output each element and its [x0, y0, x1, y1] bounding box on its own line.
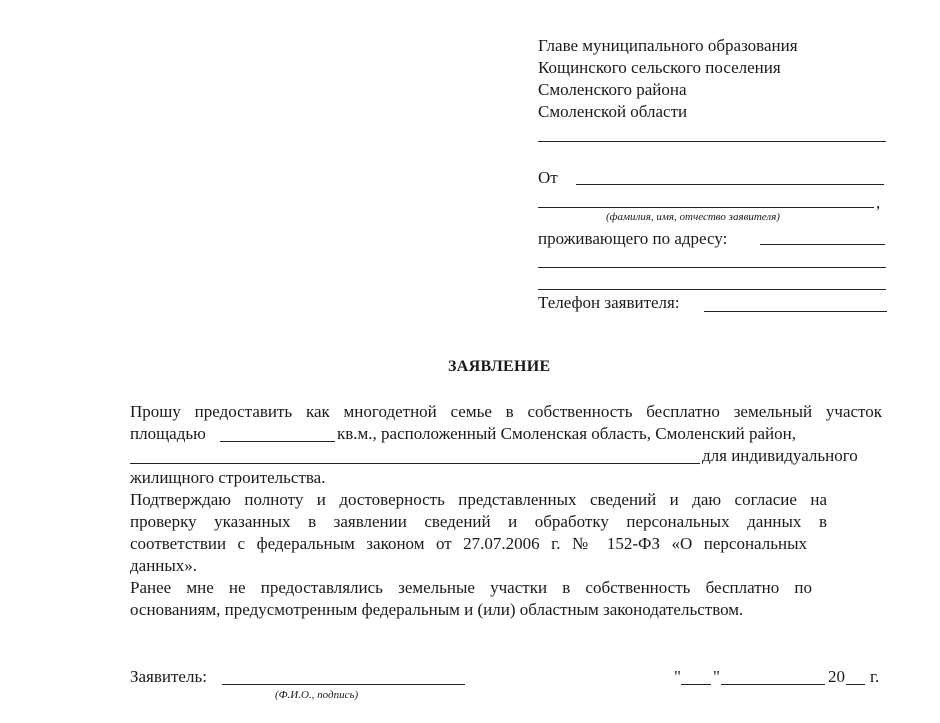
area-field[interactable] [220, 441, 335, 442]
date-year-prefix: 20 [828, 667, 845, 686]
phone-label: Телефон заявителя: [538, 293, 680, 312]
from-label: От [538, 168, 558, 187]
recipient-blank-line[interactable] [538, 141, 886, 142]
recipient-line-3: Смоленского района [538, 80, 687, 99]
document-title: ЗАЯВЛЕНИЕ [448, 358, 551, 375]
date-year-suffix: г. [870, 667, 880, 686]
address-field-1[interactable] [760, 244, 885, 245]
body-p1-line-3: для индивидуального [702, 446, 858, 465]
body-p1-line-2a: площадью [130, 424, 206, 443]
applicant-signature-field[interactable] [222, 684, 465, 685]
body-p2-line-2: проверку указанных в заявлении сведений и обработку персональных данных в [130, 512, 827, 531]
address-field-3[interactable] [538, 289, 886, 290]
date-quote-close: " [713, 667, 720, 686]
signature-hint: (Ф.И.О., подпись) [275, 689, 359, 701]
body-p1-line-2b: кв.м., расположенный Смоленская область, Смоленский район, [337, 424, 796, 443]
from-name-field[interactable] [576, 184, 884, 185]
date-year-field[interactable] [846, 684, 865, 685]
address-label: проживающего по адресу: [538, 229, 728, 248]
from-name-field-2[interactable] [538, 207, 874, 208]
location-field[interactable] [130, 463, 700, 464]
from-comma: , [876, 193, 881, 212]
date-quote-open: " [674, 667, 681, 686]
from-hint: (фамилия, имя, отчество заявителя) [606, 211, 780, 223]
date-month-field[interactable] [721, 684, 825, 685]
address-field-2[interactable] [538, 267, 886, 268]
body-p1-line-4: жилищного строительства. [130, 468, 326, 487]
recipient-line-4: Смоленской области [538, 102, 688, 121]
date-day-field[interactable] [681, 684, 711, 685]
body-p1-line-1: Прошу предоставить как многодетной семье в собственность бесплатно земельный участок [130, 402, 882, 421]
body-p3-line-1: Ранее мне не предоставлялись земельные участки в собственность бесплатно по [130, 578, 812, 597]
recipient-line-2: Кощинского сельского поселения [538, 58, 781, 77]
body-p2-line-1: Подтверждаю полноту и достоверность представленных сведений и даю согласие на [130, 490, 827, 509]
phone-field[interactable] [704, 311, 887, 312]
body-p2-line-3: соответствии с федеральным законом от 27.07.2006 г. № 152-ФЗ «О персональных [130, 534, 807, 553]
recipient-line-1: Главе муниципального образования [538, 36, 798, 55]
body-p2-line-4: данных». [130, 556, 198, 575]
body-p3-line-2: основаниям, предусмотренным федеральным и (или) областным законодательством. [130, 600, 744, 619]
applicant-label: Заявитель: [130, 667, 207, 686]
